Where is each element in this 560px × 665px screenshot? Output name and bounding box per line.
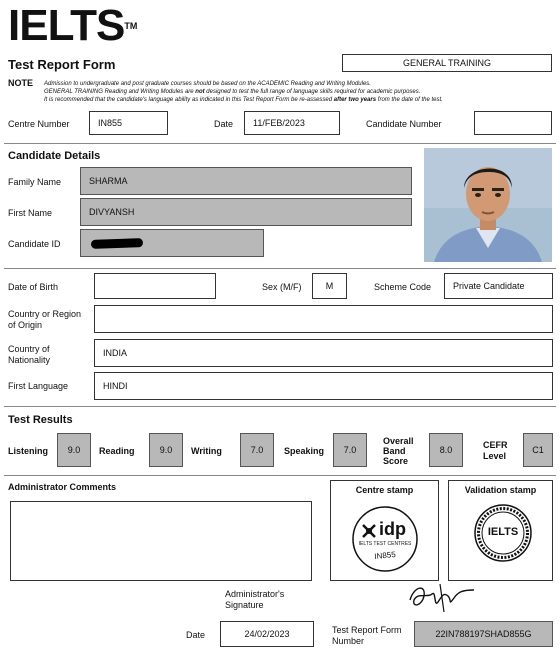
module-box: GENERAL TRAINING	[342, 54, 552, 72]
trf-number-field: 22IN788197SHAD855G	[414, 621, 553, 647]
dob-field	[94, 273, 216, 299]
centre-stamp-box	[330, 480, 439, 581]
note-label: NOTE	[8, 78, 34, 88]
note-line-2: GENERAL TRAINING Reading and Writing Modules are not designed to test the full range of language skills required for academic purposes.	[44, 89, 421, 95]
first-name-label: First Name	[8, 208, 53, 218]
overall-band-label: Overall Band Score	[383, 436, 414, 466]
date-field: 11/FEB/2023	[244, 111, 340, 135]
sex-label: Sex (M/F)	[262, 282, 302, 292]
speaking-label: Speaking	[284, 446, 325, 456]
test-results-heading: Test Results	[8, 414, 73, 426]
redaction-mark	[91, 238, 143, 249]
date-label: Date	[214, 119, 234, 129]
candidate-id-label: Candidate ID	[8, 239, 61, 249]
signature-label: Administrator's Signature	[225, 589, 285, 610]
note-text	[44, 80, 544, 104]
family-name-field: SHARMA	[80, 167, 412, 195]
family-name-label: Family Name	[8, 177, 62, 187]
centre-stamp-title: Centre stamp	[355, 485, 414, 495]
trf-number-label: Test Report Form Number	[332, 625, 402, 646]
candidate-number-label: Candidate Number	[366, 119, 442, 129]
scheme-code-label: Scheme Code	[374, 282, 432, 292]
administrator-comments-heading: Administrator Comments	[8, 482, 117, 492]
reading-score: 9.0	[149, 433, 183, 467]
divider	[4, 475, 556, 476]
divider	[4, 406, 556, 407]
cefr-level-score: C1	[523, 433, 553, 467]
issue-date-label: Date	[186, 630, 206, 640]
writing-label: Writing	[191, 446, 222, 456]
nationality-field: INDIA	[94, 339, 553, 367]
photo-illustration	[424, 148, 552, 262]
listening-label: Listening	[8, 446, 48, 456]
validation-stamp-box	[448, 480, 553, 581]
signature-mark	[404, 578, 484, 614]
candidate-number-field	[474, 111, 552, 135]
speaking-score: 7.0	[333, 433, 367, 467]
idp-logo-text: idp	[379, 519, 406, 539]
administrator-comments-box	[10, 501, 312, 581]
origin-field	[94, 305, 553, 333]
trademark: TM	[124, 21, 138, 31]
listening-score: 9.0	[57, 433, 91, 467]
candidate-photo	[424, 148, 552, 262]
first-language-field: HINDI	[94, 372, 553, 400]
origin-label: Country or Region of Origin	[8, 309, 82, 330]
page-title: Test Report Form	[8, 57, 116, 72]
sex-field: M	[312, 273, 347, 299]
note-line-3: It is recommended that the candidate's language ability as indicated in this Test Report Form be re-assessed after two years from the date of the test.	[44, 97, 443, 103]
note-line-1: Admission to undergraduate and post graduate courses should be based on the ACADEMIC Reading and Writing Modules.	[44, 81, 371, 87]
reading-label: Reading	[99, 446, 135, 456]
first-name-field: DIVYANSH	[80, 198, 412, 226]
candidate-details-heading: Candidate Details	[8, 150, 101, 162]
logo-text: IELTS	[8, 1, 125, 50]
candidate-id-field	[80, 229, 264, 257]
dob-label: Date of Birth	[8, 282, 59, 292]
overall-band-score: 8.0	[429, 433, 463, 467]
issue-date-field: 24/02/2023	[220, 621, 314, 647]
divider	[4, 143, 556, 144]
writing-score: 7.0	[240, 433, 274, 467]
cefr-level-label: CEFR Level	[483, 440, 508, 461]
divider	[4, 268, 556, 269]
scheme-code-field: Private Candidate	[444, 273, 553, 299]
centre-number-label: Centre Number	[8, 119, 70, 129]
ielts-seal-text: IELTS	[487, 526, 519, 538]
ielts-logo	[8, 1, 138, 50]
first-language-label: First Language	[8, 381, 69, 391]
idp-code: IN855	[373, 549, 397, 562]
centre-number-field: IN855	[89, 111, 168, 135]
validation-stamp-title: Validation stamp	[464, 485, 537, 495]
nationality-label: Country of Nationality	[8, 344, 51, 365]
idp-subtitle: IELTS TEST CENTRES	[358, 541, 412, 547]
